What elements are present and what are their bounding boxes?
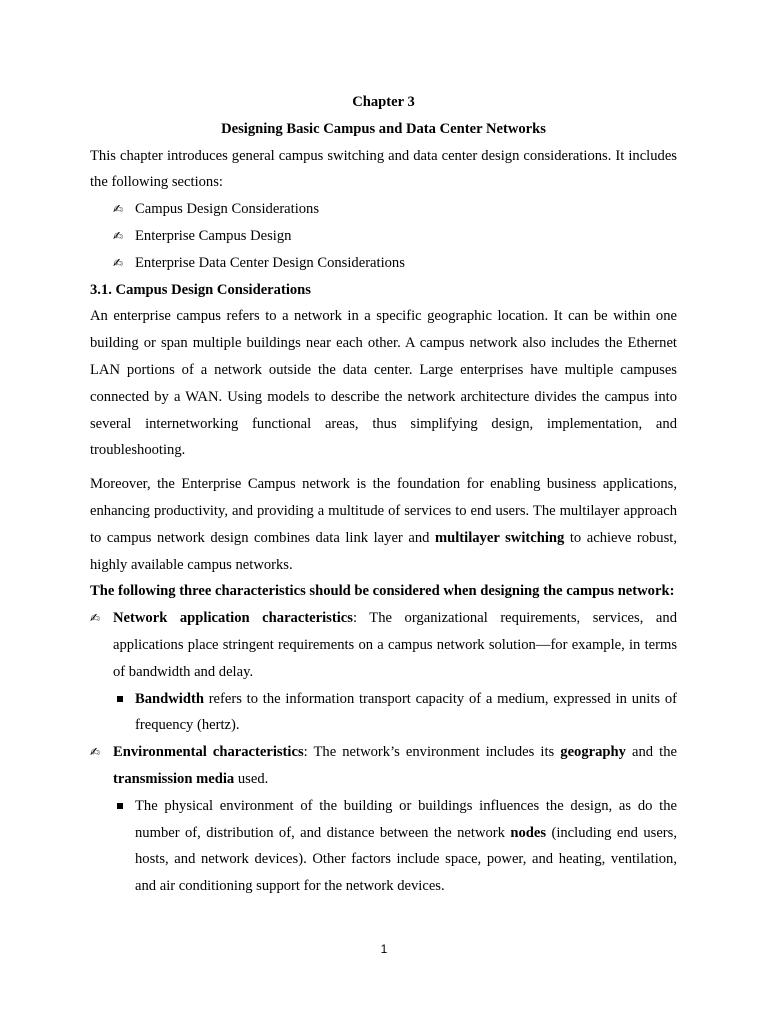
sub-list [113, 793, 677, 900]
writing-hand-icon: ✍ [90, 745, 101, 760]
characteristics-heading: The following three characteristics should be considered when designing the campus network: [90, 583, 675, 600]
list-item: ✍ Enterprise Data Center Design Considerations [90, 250, 677, 277]
list-item: The physical environment of the building or buildings influences the design, as do the number of, distribution of, and distance between the network nodes (including end users, hosts, and network devices). Other factors include space, power, and heating, ventilation, and air conditioning support for the network devices. [113, 793, 677, 900]
paragraph-campus-definition: An enterprise campus refers to a network in a specific geographic location. It can be within one building or span multiple buildings near each other. A campus network also includes the Ethernet LAN portions of a network outside the data center. Large enterprises have multiple campuses connected by a WAN. Using models to describe the network architecture divides the campus into several internetworking functional areas, thus simplifying design, implementation, and troubleshooting. [90, 308, 677, 459]
sections-list [90, 196, 677, 276]
list-item: ✍ Network application characteristics: The organizational requirements, services, and applications place stringent requirements on a campus network solution—for example, in terms of bandwidth and delay. Bandwidth refers to the information transport capacity of a medium, expressed in units of frequency (hertz). [90, 605, 677, 739]
writing-hand-icon: ✍ [113, 255, 124, 270]
intro-paragraph: This chapter introduces general campus switching and data center design considerations. It includes the following sections: [90, 147, 677, 191]
characteristic-term: Network application characteristics [113, 610, 353, 627]
list-item: Bandwidth refers to the information transport capacity of a medium, expressed in units of frequency (hertz). [113, 686, 677, 740]
characteristics-list [90, 605, 677, 900]
square-bullet-icon [117, 803, 123, 809]
list-item: ✍ Environmental characteristics: The network’s environment includes its geography and the transmission media used. The physical environment of the building or buildings influences the design, as do the number of, distribution of, and distance between the network nodes (including end users, hosts, and network devices). Other factors include space, power, and heating, ventilation, and air conditioning support for the network devices. [90, 739, 677, 900]
square-bullet-icon [117, 696, 123, 702]
characteristic-term: Environmental characteristics [113, 744, 304, 761]
writing-hand-icon: ✍ [113, 228, 124, 243]
sub-list [113, 686, 677, 740]
writing-hand-icon: ✍ [90, 611, 101, 626]
list-item: ✍ Campus Design Considerations [90, 196, 677, 223]
chapter-label: Chapter 3 [352, 94, 415, 110]
paragraph-campus-foundation: Moreover, the Enterprise Campus network is the foundation for enabling business applications, enhancing productivity, and providing a multitude of services to end users. The multilayer approach to campus network design combines data link layer and multilayer switching to achieve robust, highly available campus networks. [90, 476, 677, 573]
writing-hand-icon: ✍ [113, 202, 124, 217]
page-content [90, 89, 677, 900]
bold-term: multilayer switching [434, 529, 565, 546]
list-item: ✍ Enterprise Campus Design [90, 223, 677, 250]
chapter-title: Designing Basic Campus and Data Center Networks [221, 120, 546, 137]
page-number: 1 [380, 942, 388, 956]
section-heading: 3.1. Campus Design Considerations [90, 281, 311, 298]
